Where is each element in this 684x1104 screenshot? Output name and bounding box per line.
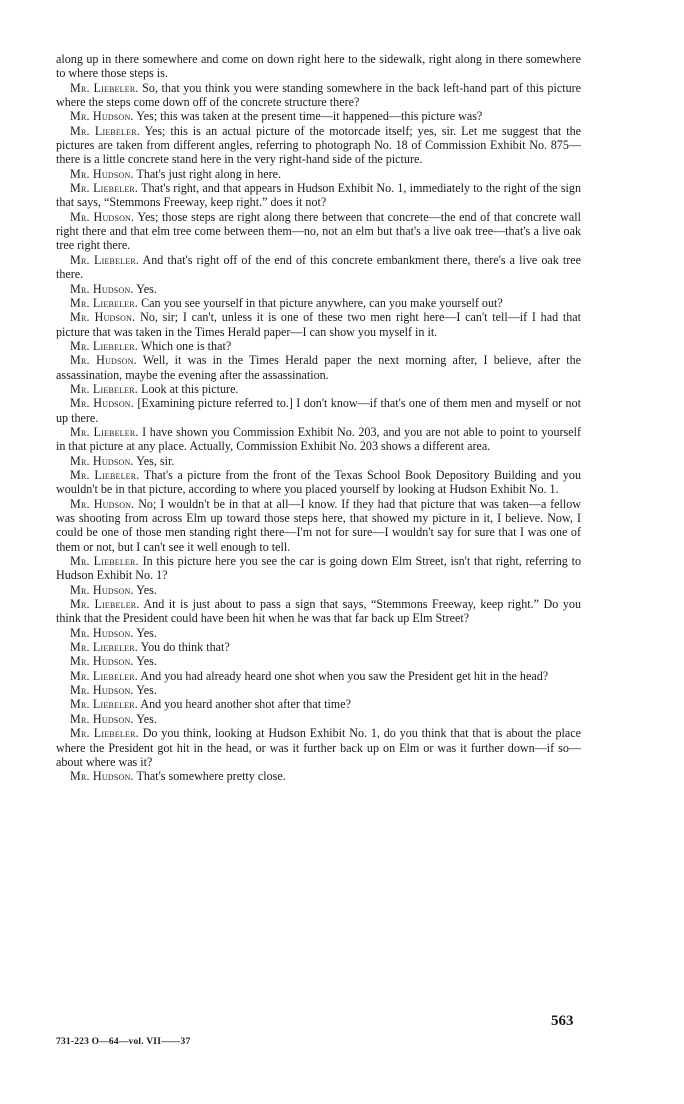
speaker-name: Mr. Hudson. bbox=[70, 654, 134, 669]
speech-text: In this picture here you see the car is going down Elm Street, isn't that right, referring to Hudson Exhibit No. 1? bbox=[56, 554, 581, 583]
speaker-name: Mr. Liebeler. bbox=[70, 123, 140, 138]
speech-text: Yes. bbox=[136, 625, 157, 640]
testimony-paragraph bbox=[56, 712, 581, 726]
speaker-name: Mr. Hudson. bbox=[70, 453, 134, 468]
testimony-paragraph bbox=[56, 769, 581, 783]
speaker-name: Mr. Hudson. bbox=[70, 396, 135, 411]
speaker-name: Mr. Liebeler. bbox=[70, 554, 139, 569]
speech-text: [Examining picture referred to.] I don't know—if that's one of them men and myself or not up there. bbox=[56, 396, 581, 425]
testimony-paragraph bbox=[56, 382, 581, 396]
speaker-name: Mr. Liebeler. bbox=[70, 252, 140, 267]
testimony-paragraph bbox=[56, 654, 581, 668]
testimony-paragraph bbox=[56, 396, 581, 425]
testimony-paragraph bbox=[56, 282, 581, 296]
testimony-transcript bbox=[56, 52, 581, 784]
speech-text: Can you see yourself in that picture anywhere, can you make yourself out? bbox=[141, 295, 503, 310]
testimony-paragraph bbox=[56, 669, 581, 683]
speaker-name: Mr. Hudson. bbox=[70, 353, 137, 368]
testimony-paragraph bbox=[56, 109, 581, 123]
testimony-paragraph bbox=[56, 124, 581, 167]
print-footer: 731-223 O—64—vol. VII——37 bbox=[56, 1037, 191, 1047]
testimony-paragraph bbox=[56, 640, 581, 654]
speaker-name: Mr. Liebeler. bbox=[70, 424, 139, 439]
speaker-name: Mr. Hudson. bbox=[70, 209, 135, 224]
speaker-name: Mr. Liebeler. bbox=[70, 295, 139, 310]
speech-text: And you had already heard one shot when you saw the President get hit in the head? bbox=[140, 668, 549, 683]
speech-text: That's somewhere pretty close. bbox=[136, 769, 286, 784]
speaker-name: Mr. Hudson. bbox=[70, 582, 134, 597]
speaker-name: Mr. Hudson. bbox=[70, 166, 134, 181]
speech-text: Look at this picture. bbox=[141, 381, 239, 396]
speaker-name: Mr. Hudson. bbox=[70, 683, 134, 698]
testimony-paragraph bbox=[56, 210, 581, 253]
testimony-paragraph bbox=[56, 425, 581, 454]
speech-text: Yes. bbox=[136, 683, 157, 698]
testimony-paragraph bbox=[56, 296, 581, 310]
speech-text: You do think that? bbox=[140, 640, 230, 655]
speech-text: No; I wouldn't be in that at all—I know. If they had that picture that was taken—a fellow was shooting from across Elm up toward those steps here, that showed my picture in it, I believe. Now, I could be one of those men standing right there—I'm not for sure—I wouldn't say for sure that I was one of them or not, but I can't see it well enough to tell. bbox=[56, 496, 581, 554]
testimony-paragraph bbox=[56, 339, 581, 353]
speech-text: Yes. bbox=[136, 582, 157, 597]
speech-text: That's right, and that appears in Hudson Exhibit No. 1, immediately to the right of the sign that says, “Stemmons Freeway, keep right.” does it not? bbox=[56, 181, 581, 210]
speaker-name: Mr. Hudson. bbox=[70, 769, 134, 784]
speaker-name: Mr. Liebeler. bbox=[70, 726, 139, 741]
speech-text: Yes, sir. bbox=[136, 453, 175, 468]
speaker-name: Mr. Liebeler. bbox=[70, 467, 140, 482]
speech-text: That's a picture from the front of the Texas School Book Depository Building and you wouldn't be in that picture, according to where you placed yourself by looking at Hudson Exhibit No. 1. bbox=[56, 467, 582, 497]
speech-text: And you heard another shot after that time? bbox=[140, 697, 351, 712]
speaker-name: Mr. Hudson. bbox=[70, 625, 134, 640]
speech-text: Yes; this was taken at the present time—it happened—this picture was? bbox=[136, 109, 483, 124]
speaker-name: Mr. Liebeler. bbox=[70, 80, 139, 95]
testimony-paragraph bbox=[56, 353, 581, 382]
speaker-name: Mr. Liebeler. bbox=[70, 338, 139, 353]
speaker-name: Mr. Hudson. bbox=[70, 310, 136, 325]
speaker-name: Mr. Liebeler. bbox=[70, 381, 139, 396]
speaker-name: Mr. Hudson. bbox=[70, 496, 135, 511]
testimony-paragraph bbox=[56, 167, 581, 181]
testimony-paragraph bbox=[56, 454, 581, 468]
testimony-paragraph bbox=[56, 253, 581, 282]
speech-text: Yes. bbox=[136, 281, 157, 296]
testimony-paragraph bbox=[56, 554, 581, 583]
testimony-paragraph bbox=[56, 497, 581, 554]
speech-text: So, that you think you were standing somewhere in the back left-hand part of this picture where the steps come down off of the concrete structure there? bbox=[56, 80, 582, 110]
speech-text: Yes; this is an actual picture of the motorcade itself; yes, sir. Let me suggest that the pictures are taken from different angles, referring to photograph No. 18 of Commission Exhibit No. 875—there is a little concrete stand here in the very right-hand side of the picture. bbox=[56, 123, 581, 167]
testimony-paragraph bbox=[56, 626, 581, 640]
testimony-paragraph bbox=[56, 583, 581, 597]
speech-text: That's just right along in here. bbox=[136, 166, 282, 181]
speech-text: Yes. bbox=[136, 711, 157, 726]
speech-text: Which one is that? bbox=[140, 338, 232, 353]
testimony-paragraph bbox=[56, 181, 581, 210]
speaker-name: Mr. Liebeler. bbox=[70, 668, 139, 683]
speech-text: And that's right off of the end of this concrete embankment there, there's a live oak tree there. bbox=[56, 252, 582, 282]
speech-text: No, sir; I can't, unless it is one of these two men right here—I can't tell—if I had that picture that was taken in the Times Herald paper—I can show you myself in it. bbox=[56, 310, 582, 339]
page-number: 563 bbox=[551, 1013, 574, 1029]
testimony-paragraph bbox=[56, 726, 581, 769]
testimony-paragraph bbox=[56, 683, 581, 697]
speech-text: I have shown you Commission Exhibit No. 203, and you are not able to point to yourself in that picture at any place. Actually, Commission Exhibit No. 203 shows a different area. bbox=[56, 424, 581, 454]
testimony-paragraph bbox=[56, 310, 581, 339]
speaker-name: Mr. Liebeler. bbox=[70, 597, 140, 612]
speech-text: Well, it was in the Times Herald paper the next morning after, I believe, after the assassination, maybe the evening after the assassination. bbox=[56, 353, 582, 382]
speech-text: Yes. bbox=[136, 654, 157, 669]
testimony-paragraph bbox=[56, 52, 581, 81]
speaker-name: Mr. Hudson. bbox=[70, 109, 134, 124]
speech-text: And it is just about to pass a sign that says, “Stemmons Freeway, keep right.” Do you think that the President could have been hit when he was that far back up Elm Street? bbox=[56, 597, 582, 626]
speech-text: along up in there somewhere and come on down right here to the sidewalk, right along in there somewhere to where those steps is. bbox=[56, 52, 581, 81]
testimony-paragraph bbox=[56, 468, 581, 497]
testimony-paragraph bbox=[56, 81, 581, 110]
speech-text: Yes; those steps are right along there between that concrete—the end of that concrete wall right there and that elm tree come between them—no, not an elm but that's a live oak tree—that's a live oak tree right there. bbox=[56, 209, 581, 253]
speaker-name: Mr. Liebeler. bbox=[70, 181, 139, 196]
speaker-name: Mr. Hudson. bbox=[70, 281, 134, 296]
testimony-paragraph bbox=[56, 697, 581, 711]
speaker-name: Mr. Liebeler. bbox=[70, 640, 139, 655]
speaker-name: Mr. Liebeler. bbox=[70, 697, 139, 712]
speech-text: Do you think, looking at Hudson Exhibit No. 1, do you think that that is about the place where the President got hit in the head, or was it further back up on Elm or was it further down—if so—about where was it? bbox=[56, 726, 581, 769]
testimony-paragraph bbox=[56, 597, 581, 626]
speaker-name: Mr. Hudson. bbox=[70, 711, 134, 726]
